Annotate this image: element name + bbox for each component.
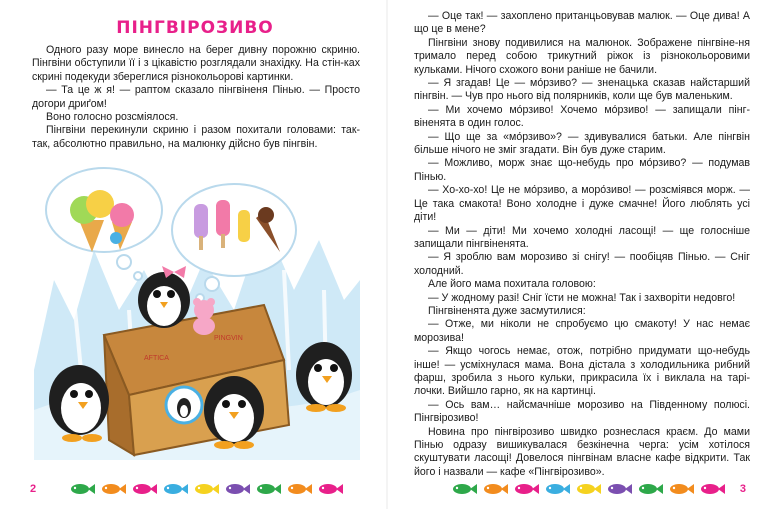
fish-icon [163, 483, 189, 495]
paragraph: Новина про пінгвірозиво швидко рознеслася краєм. До мами Пінью одразу вишикувалася безкінечна черга: усім хотілося скуштувати ласощі! Довелося пінгвінам власне кафе відкрити. Так його і назвали — кафе «Пінгвірозиво». [414, 425, 750, 478]
story-title: ПІНГВІРОЗИВО [116, 18, 274, 38]
fish-icon [669, 483, 695, 495]
fish-icon [638, 483, 664, 495]
penguins-illustration [34, 160, 360, 460]
chest-label: AFTICA [144, 355, 169, 362]
paragraph: — Якщо чогось немає, отож, потрібно придумати що-небудь інше! — усміхнулася мама. Вона дістала з холодильника рибний фарш, зробила з нього кульки, прикрасила їх і виклала на тарі-лочки. Вийшло гарно, як на картинці. [414, 345, 750, 398]
fish-icon [514, 483, 540, 495]
paragraph: — Ми — діти! Ми хочемо холодні ласощі! — ще голосніше запищали пінгвіненята. [414, 224, 750, 250]
paragraph: Воно голосно розсміялося. [46, 111, 179, 124]
paragraph: — Ось вам… найсмачніше морозиво на Південному полюсі. Пінгвірозиво! [414, 398, 750, 425]
paragraph: Але його мама похитала головою: [428, 278, 596, 291]
fish-icon [318, 483, 344, 495]
paragraph: Одного разу море винесло на берег дивну порожню скриню. Пінгвіни обступили її і з цікавістю розглядали знахідку. На стін-ках скрині подекуди збереглися різнокольорові картинки. [32, 44, 360, 83]
left-page-text [32, 44, 360, 151]
paragraph: — Я зроблю вам морозиво зі снігу! — пообіцяв Пінью. — Сніг холодний. [414, 251, 750, 277]
paragraph: — Що ще за «мо́рзиво»? — здивувалися батьки. Але пінгвін більше нічого не зміг згадати. Він був дуже старим. [414, 130, 750, 157]
fish-icon [256, 483, 282, 495]
paragraph: — Хо-хо-хо! Це не мо́рзиво, а моро́зиво! — розсміявся морж. — Це така смакота! Воно холодне і дуже смачне! Його люблять усі діти! [414, 184, 750, 224]
chest-label: PINGVIN [214, 335, 243, 342]
fish-icon [700, 483, 726, 495]
fish-icon [545, 483, 571, 495]
fish-icon [132, 483, 158, 495]
fish-icon [287, 483, 313, 495]
fish-icon [607, 483, 633, 495]
fish-decoration-row [452, 483, 726, 495]
fish-icon [576, 483, 602, 495]
fish-icon [225, 483, 251, 495]
page-number: 3 [739, 483, 746, 495]
paragraph: — У жодному разі! Сніг їсти не можна! Так і захворіти недовго! [428, 291, 736, 304]
paragraph: — Можливо, морж знає що-небудь про мо́рзиво? — подумав Пінью. [414, 157, 750, 183]
paragraph: — Отже, ми ніколи не спробуємо цю смакоту! У нас немає морозива! [414, 318, 750, 344]
right-page [387, 0, 774, 509]
paragraph: — Оце так! — захоплено пританцьовував малюк. — Оце дива! А що це в мене? [414, 10, 750, 36]
page-number: 2 [30, 483, 37, 495]
fish-icon [70, 483, 96, 495]
paragraph: Пінгвіни перекинули скриню і разом похитали головами: так-так, абсолютно правильно, на малюнку дійсно був пінгвін. [32, 124, 360, 150]
fish-icon [194, 483, 220, 495]
fish-icon [101, 483, 127, 495]
paragraph: — Ми хочемо мо́рзиво! Хочемо мо́рзиво! — запищали пінг-віненята в один голос. [414, 103, 750, 130]
fish-icon [452, 483, 478, 495]
fish-decoration-row [70, 483, 344, 495]
paragraph: Пінгвіни знову подивилися на малюнок. Зображене пінгвіне-ня тримало перед собою трикутний ріжок із різнокольоровими кульками. Нічого схожого вони раніше не бачили. [414, 36, 750, 76]
paragraph: — Та це ж я! — раптом сказало пінгвіненя Пінью. — Просто догори дриґом! [32, 84, 360, 110]
paragraph: — Я згадав! Це — мо́рзиво? — зненацька сказав найстарший пінгвін. — Чув про нього від полярників, коли ще був маленьким. [414, 77, 750, 103]
fish-icon [483, 483, 509, 495]
right-page-text [414, 10, 750, 479]
paragraph: Пінгвіненята дуже засмутилися: [428, 304, 586, 317]
